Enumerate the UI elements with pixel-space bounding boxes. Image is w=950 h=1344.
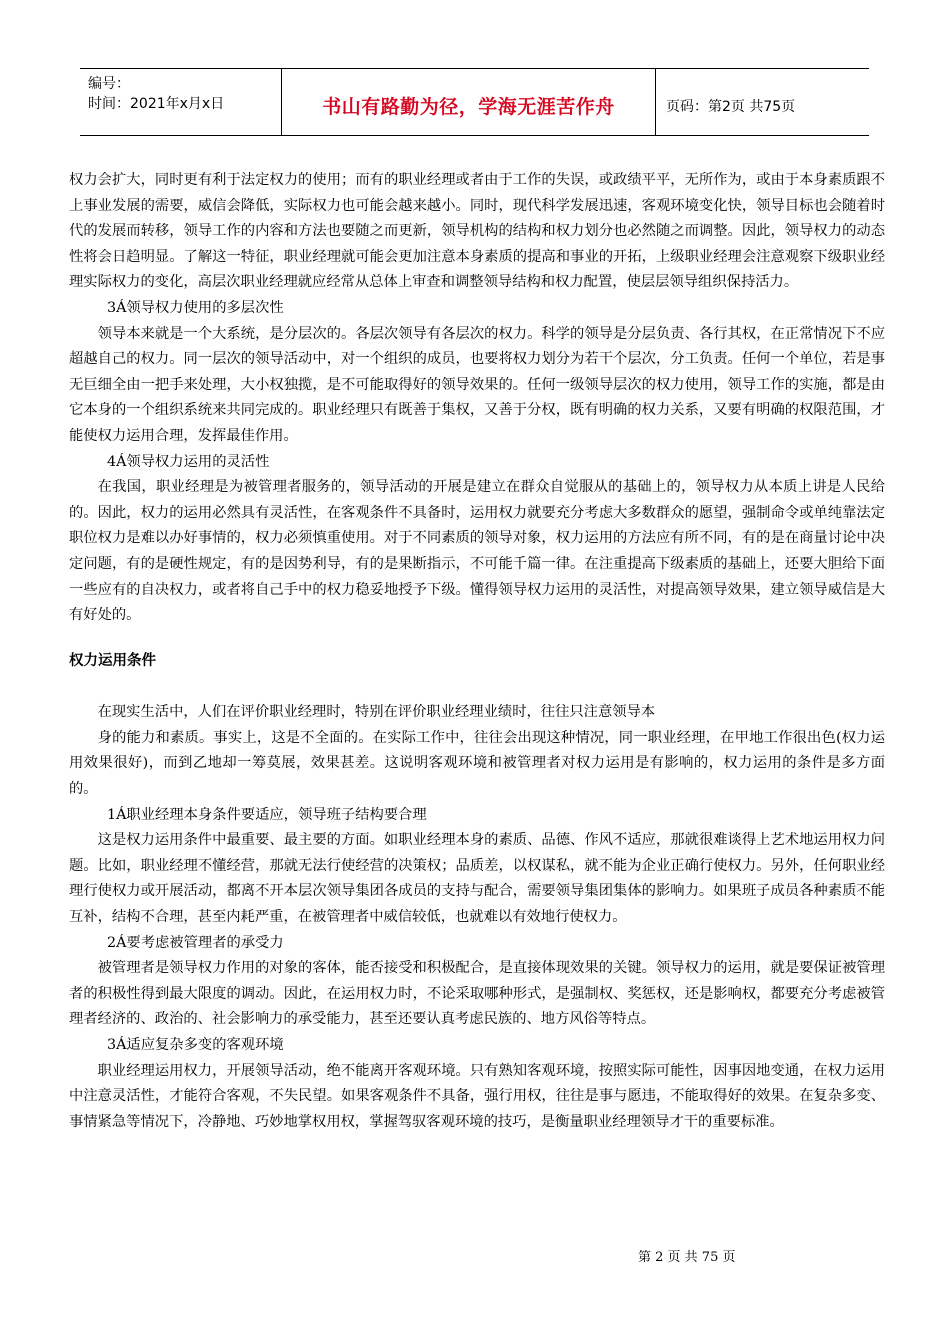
paragraph: 这是权力运用条件中最重要、最主要的方面。如职业经理本身的素质、品德、作风不适应，那就很难谈得上艺术地运用权力问题。比如，职业经理不懂经营，那就无法行使经营的决策权；品质差，以权谋私，就不能为企业正确行使权力。另外，任何职业经理行使权力或开展活动，都离不开本层次领导集团各成员的支持与配合，需要领导集团集体的影响力。如果班子成员各种素质不能互补，结构不合理，甚至内耗严重，在被管理者中威信较低，也就难以有效地行使权力。 [69, 832, 885, 926]
subheading: 4Á领导权力运用的灵活性 [107, 453, 270, 470]
section-title: 权力运用条件 [69, 652, 156, 669]
paragraph: 权力会扩大，同时更有利于法定权力的使用；而有的职业经理或者由于工作的失误，或政绩平平，无所作为，或由于本身素质跟不上事业发展的需要，威信会降低，实际权力也可能会越来越小。同时，现代科学发展迅速，客观环境变化快，领导目标也会随着时代的发展而转移，领导工作的内容和方法也要随之而更新，领导机构的结构和权力划分也必然随之而调整。因此，领导权力的动态性将会日趋明显。了解这一特征，职业经理就可能会更加注意本身素质的提高和事业的开拓，上级职业经理会注意观察下级职业经理实际权力的变化，高层次职业经理就应经常从总体上审查和调整领导结构和权力配置，使层层领导组织保持活力。 [69, 172, 885, 291]
subheading: 3Á适应复杂多变的客观环境 [107, 1037, 284, 1053]
paragraph: 领导本来就是一个大系统，是分层次的。各层次领导有各层次的权力。科学的领导是分层负责、各行其权，在正常情况下不应超越自己的权力。同一层次的领导活动中，对一个组织的成员，也要将权力划分为若干个层次，分工负责。任何一个单位，若是事无巨细全由一把手来处理，大小权独揽，是不可能取得好的领导效果的。任何一级领导层次的权力使用，领导工作的实施，都是由它本身的一个组织系统来共同完成的。职业经理只有既善于集权，又善于分权，既有明确的权力关系，又要有明确的权限范围，才能使权力运用合理，发挥最佳作用。 [69, 325, 885, 444]
paragraph: 身的能力和素质。事实上，这是不全面的。在实际工作中，往往会出现这种情况，同一职业经理，在甲地工作很出色(权力运用效果很好)，而到乙地却一筹莫展，效果甚差。这说明客观环境和被管理者对权力运用是有影响的，权力运用的条件是多方面的。 [69, 729, 885, 798]
subheading: 3Á领导权力使用的多层次性 [107, 299, 284, 316]
paragraph: 在现实生活中，人们在评价职业经理时，特别在评价职业经理业绩时，往往只注意领导本 [97, 704, 656, 721]
paragraph: 职业经理运用权力，开展领导活动，绝不能离开客观环境。只有熟知客观环境，按照实际可能性，因事因地变通，在权力运用中注意灵活性，才能符合客观，不失民望。如果客观条件不具备，强行用权，往往是事与愿违，不能取得好的效果。在复杂多变、事情紧急等情况下，冷静地、巧妙地掌权用权，掌握驾驭客观环境的技巧，是衡量职业经理领导才干的重要标准。 [69, 1062, 885, 1130]
header-motto: 书山有路勤为径，学海无涯苦作舟 [282, 69, 656, 135]
page-header [80, 68, 869, 136]
page-footer: 第 2 页 共 75 页 [638, 1250, 736, 1265]
document-body [69, 168, 885, 1135]
subheading: 2Á要考虑被管理者的承受力 [107, 934, 284, 951]
header-meta [80, 69, 282, 135]
paragraph: 被管理者是领导权力作用的对象的客体，能否接受和积极配合，是直接体现效果的关键。领导权力的运用，就是要保证被管理者的积极性得到最大限度的调动。因此，在运用权力时，不论采取哪种形式，是强制权、奖惩权，还是影响权，都要充分考虑被管理者经济的、政治的、社会影响力的承受能力，甚至还要认真考虑民族的、地方风俗等特点。 [69, 960, 885, 1028]
paragraph: 在我国，职业经理是为被管理者服务的，领导活动的开展是建立在群众自觉服从的基础上的，领导权力从本质上讲是人民给的。因此，权力的运用必然具有灵活性，在客观条件不具备时，运用权力就要充分考虑大多数群众的愿望，强制命令或单纯靠法定职位权力是难以办好事情的，权力必须慎重使用。对于不同素质的领导对象，权力运用的方法应有所不同，有的是在商量讨论中决定问题，有的是硬性规定，有的是因势利导，有的是果断指示，不可能千篇一律。在注重提高下级素质的基础上，还要大胆给下面一些应有的自决权力，或者将自己手中的权力稳妥地授予下级。懂得领导权力运用的灵活性，对提高领导效果，建立领导威信是大有好处的。 [69, 479, 885, 624]
subheading: 1Á职业经理本身条件要适应，领导班子结构要合理 [107, 806, 427, 823]
time-label: 时间：2021年x月x日 [88, 96, 225, 112]
id-label: 编号： [88, 76, 130, 92]
header-page-info: 页码：第2页 共75页 [666, 99, 796, 115]
